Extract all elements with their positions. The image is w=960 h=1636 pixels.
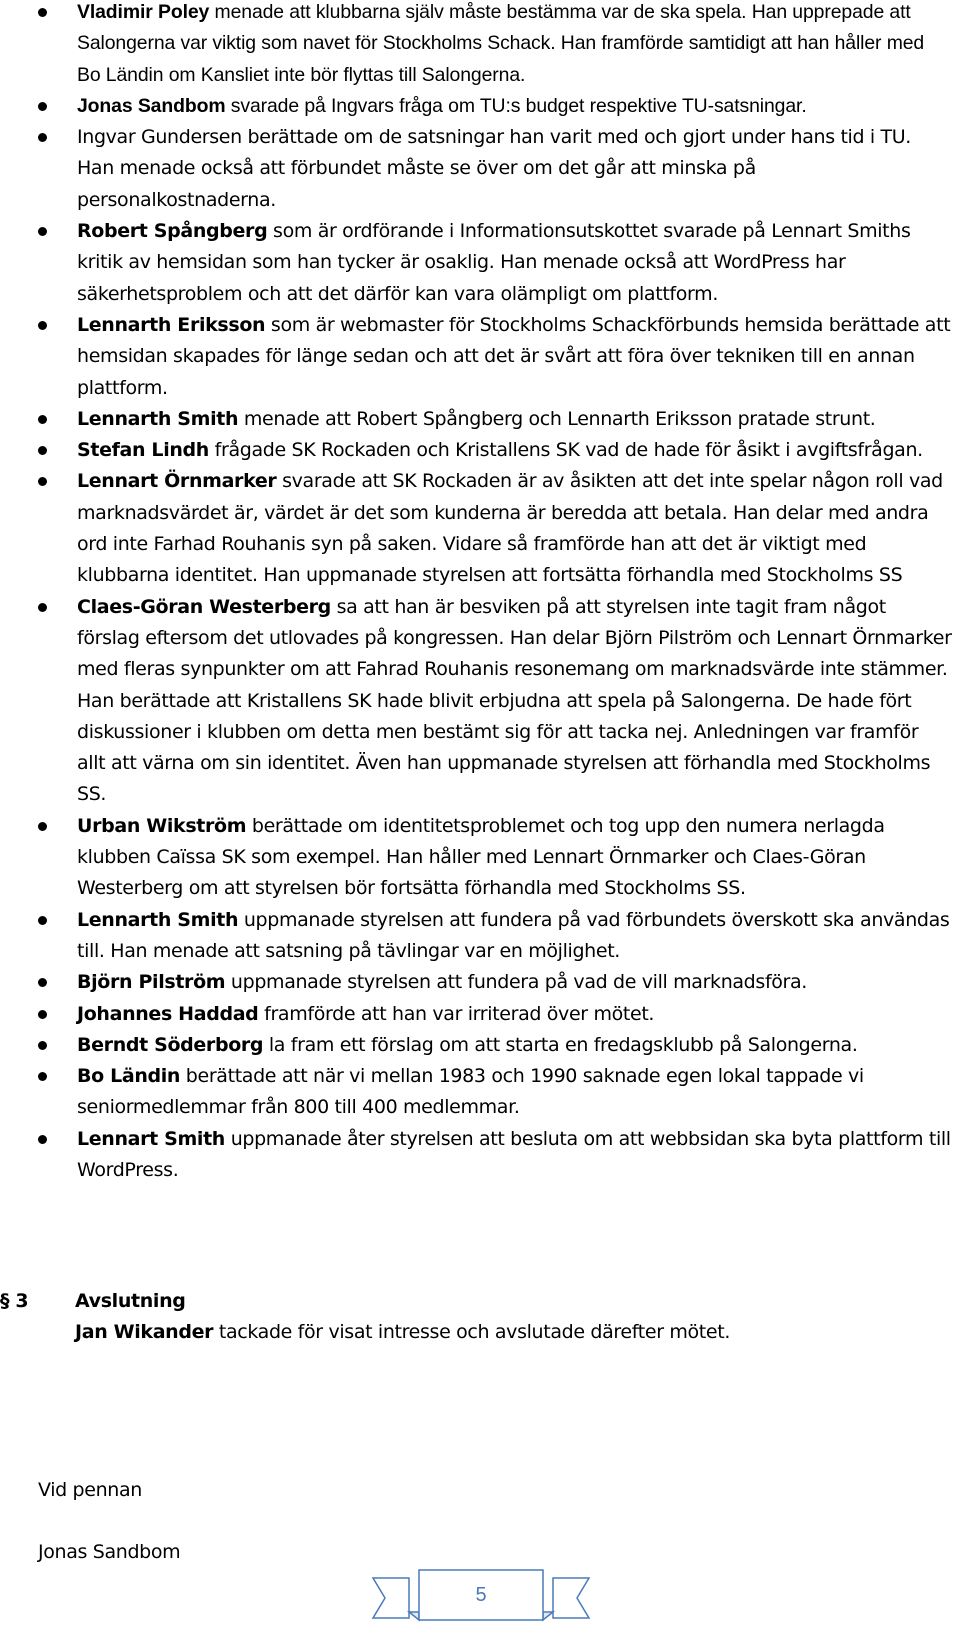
item-text: menade att klubbarna själv måste bestämma var de ska spela. Han upprepade att Salongerna var viktig som navet för Stockholms Schack. Han framförde samtidigt att han håller med Bo Ländin om Kansliet inte bör flyttas till Salongerna. — [77, 1, 925, 86]
list-item — [0, 91, 960, 122]
bullet-icon — [38, 1041, 47, 1050]
item-text: som är webmaster för Stockholms Schackförbunds hemsida berättade att hemsidan skapades för länge sedan och att det är svårt att föra över tekniken till en annan plattform. — [77, 313, 951, 399]
bullet-icon — [38, 227, 47, 236]
item-text: uppmanade styrelsen att fundera på vad de vill marknadsföra. — [225, 971, 807, 994]
item-text: svarade att SK Rockaden är av åsikten att det inte spelar någon roll vad marknadsvärdet är, värdet är det som kunderna är beredda att betala. Han delar med andra ord inte Farhad Rouhanis syn på saken. Vidare så framförde han att det är viktigt med klubbarna identitet. Han uppmanade styrelsen att fortsätta förhandla med Stockholms SS — [77, 470, 943, 587]
item-text: framförde att han var irriterad över mötet. — [258, 1002, 655, 1025]
speaker-name: Lennart Örnmarker — [77, 470, 277, 493]
list-item — [0, 122, 960, 216]
bullet-icon — [38, 477, 47, 486]
list-item — [0, 1124, 960, 1187]
speaker-name: Urban Wikström — [77, 814, 247, 837]
speaker-name: Jonas Sandbom — [77, 94, 226, 117]
bullet-icon — [38, 415, 47, 424]
speaker-name: Lennarth Smith — [77, 407, 239, 430]
bullet-icon — [38, 321, 47, 330]
bullet-icon — [38, 822, 47, 831]
speaker-name: Johannes Haddad — [77, 1002, 259, 1025]
item-text: frågade SK Rockaden och Kristallens SK vad de hade för åsikt i avgiftsfrågan. — [208, 439, 923, 462]
speaker-name: Stefan Lindh — [77, 439, 209, 462]
speaker-name: Björn Pilström — [77, 971, 226, 994]
list-item — [0, 466, 960, 591]
page-number: 5 — [475, 1584, 487, 1606]
bullet-icon — [38, 603, 47, 612]
speaker-name: Robert Spångberg — [77, 220, 268, 243]
item-text: berättade att när vi mellan 1983 och 1990 saknade egen lokal tappade vi seniormedlemmar från 800 till 400 medlemmar. — [77, 1065, 864, 1119]
list-item — [0, 1061, 960, 1124]
list-item — [0, 967, 960, 998]
bullet-icon — [38, 1010, 47, 1019]
list-item — [0, 811, 960, 905]
list-item — [0, 905, 960, 968]
speaker-name: Claes-Göran Westerberg — [77, 595, 331, 618]
bullet-icon — [38, 133, 47, 142]
section-number: § 3 — [0, 1290, 29, 1312]
list-item — [0, 592, 960, 811]
speaker-name: Lennarth Eriksson — [77, 313, 266, 336]
item-text: la fram ett förslag om att starta en fredagsklubb på Salongerna. — [263, 1033, 858, 1056]
item-text: som är ordförande i Informationsutskottet svarade på Lennart Smiths kritik av hemsidan som han tycker är osaklig. Han menade också att WordPress har säkerhetsproblem och att det därför kan vara olämpligt om plattform. — [77, 220, 911, 305]
list-item — [0, 404, 960, 435]
item-text: menade att Robert Spångberg och Lennarth Eriksson pratade strunt. — [238, 407, 876, 430]
bullet-icon — [38, 1072, 47, 1081]
list-item — [0, 1030, 960, 1061]
bullet-icon — [38, 102, 47, 111]
item-text: uppmanade styrelsen att fundera på vad förbundets överskott ska användas till. Han menade att satsning på tävlingar var en möjlighet. — [77, 908, 950, 962]
speaker-name: Lennarth Smith — [77, 908, 239, 931]
item-text: svarade på Ingvars fråga om TU:s budget respektive TU-satsningar. — [225, 94, 807, 117]
speaker-name: Vladimir Poley — [77, 1, 210, 23]
signature-name: Jonas Sandbom — [38, 1541, 181, 1563]
section-body — [75, 1317, 730, 1348]
item-text: uppmanade åter styrelsen att besluta om att webbsidan ska byta plattform till WordPress. — [77, 1127, 951, 1181]
speaker-name: Bo Ländin — [77, 1065, 181, 1088]
bullet-icon — [38, 978, 47, 987]
item-text: berättade om identitetsproblemet och tog upp den numera nerlagda klubben Caïssa SK som exempel. Han håller med Lennart Örnmarker och Claes-Göran Westerberg om att styrelsen bör fortsätta förhandla med Stockholms SS. — [77, 814, 885, 900]
bullet-icon — [38, 446, 47, 455]
list-item — [0, 310, 960, 404]
list-item — [0, 0, 960, 91]
speaker-name: Berndt Söderborg — [77, 1033, 264, 1056]
list-item — [0, 999, 960, 1030]
item-text: Ingvar Gundersen berättade om de satsningar han varit med och gjort under hans tid i TU. Han menade också att förbundet måste se över om det går att minska på personalkostnaderna. — [77, 126, 911, 211]
bullet-icon — [38, 8, 47, 17]
page-number-ribbon — [371, 1568, 591, 1630]
signature-label: Vid pennan — [38, 1479, 142, 1501]
item-text: sa att han är besviken på att styrelsen inte tagit fram något förslag eftersom det utlovades på kongressen. Han delar Björn Pilström och Lennart Örnmarker med fleras synpunkter om att Fahrad Rouhanis resonemang om marknadsvärde inte stämmer. Han berättade att Kristallens SK hade blivit erbjudna att spela på Salongerna. De hade fört diskussioner i klubben om detta men bestämt sig för att tacka nej. Anledningen var framför allt att värna om sin identitet. Även han uppmanade styrelsen att förhandla med Stockholms SS. — [77, 595, 952, 806]
section-title: Avslutning — [75, 1290, 186, 1312]
bullet-icon — [38, 1135, 47, 1144]
speaker-name: Jan Wikander — [75, 1321, 214, 1343]
section-text: tackade för visat intresse och avslutade därefter mötet. — [213, 1321, 731, 1343]
list-item — [0, 435, 960, 466]
bullet-icon — [38, 916, 47, 925]
list-item — [0, 216, 960, 310]
speaker-name: Lennart Smith — [77, 1127, 225, 1150]
